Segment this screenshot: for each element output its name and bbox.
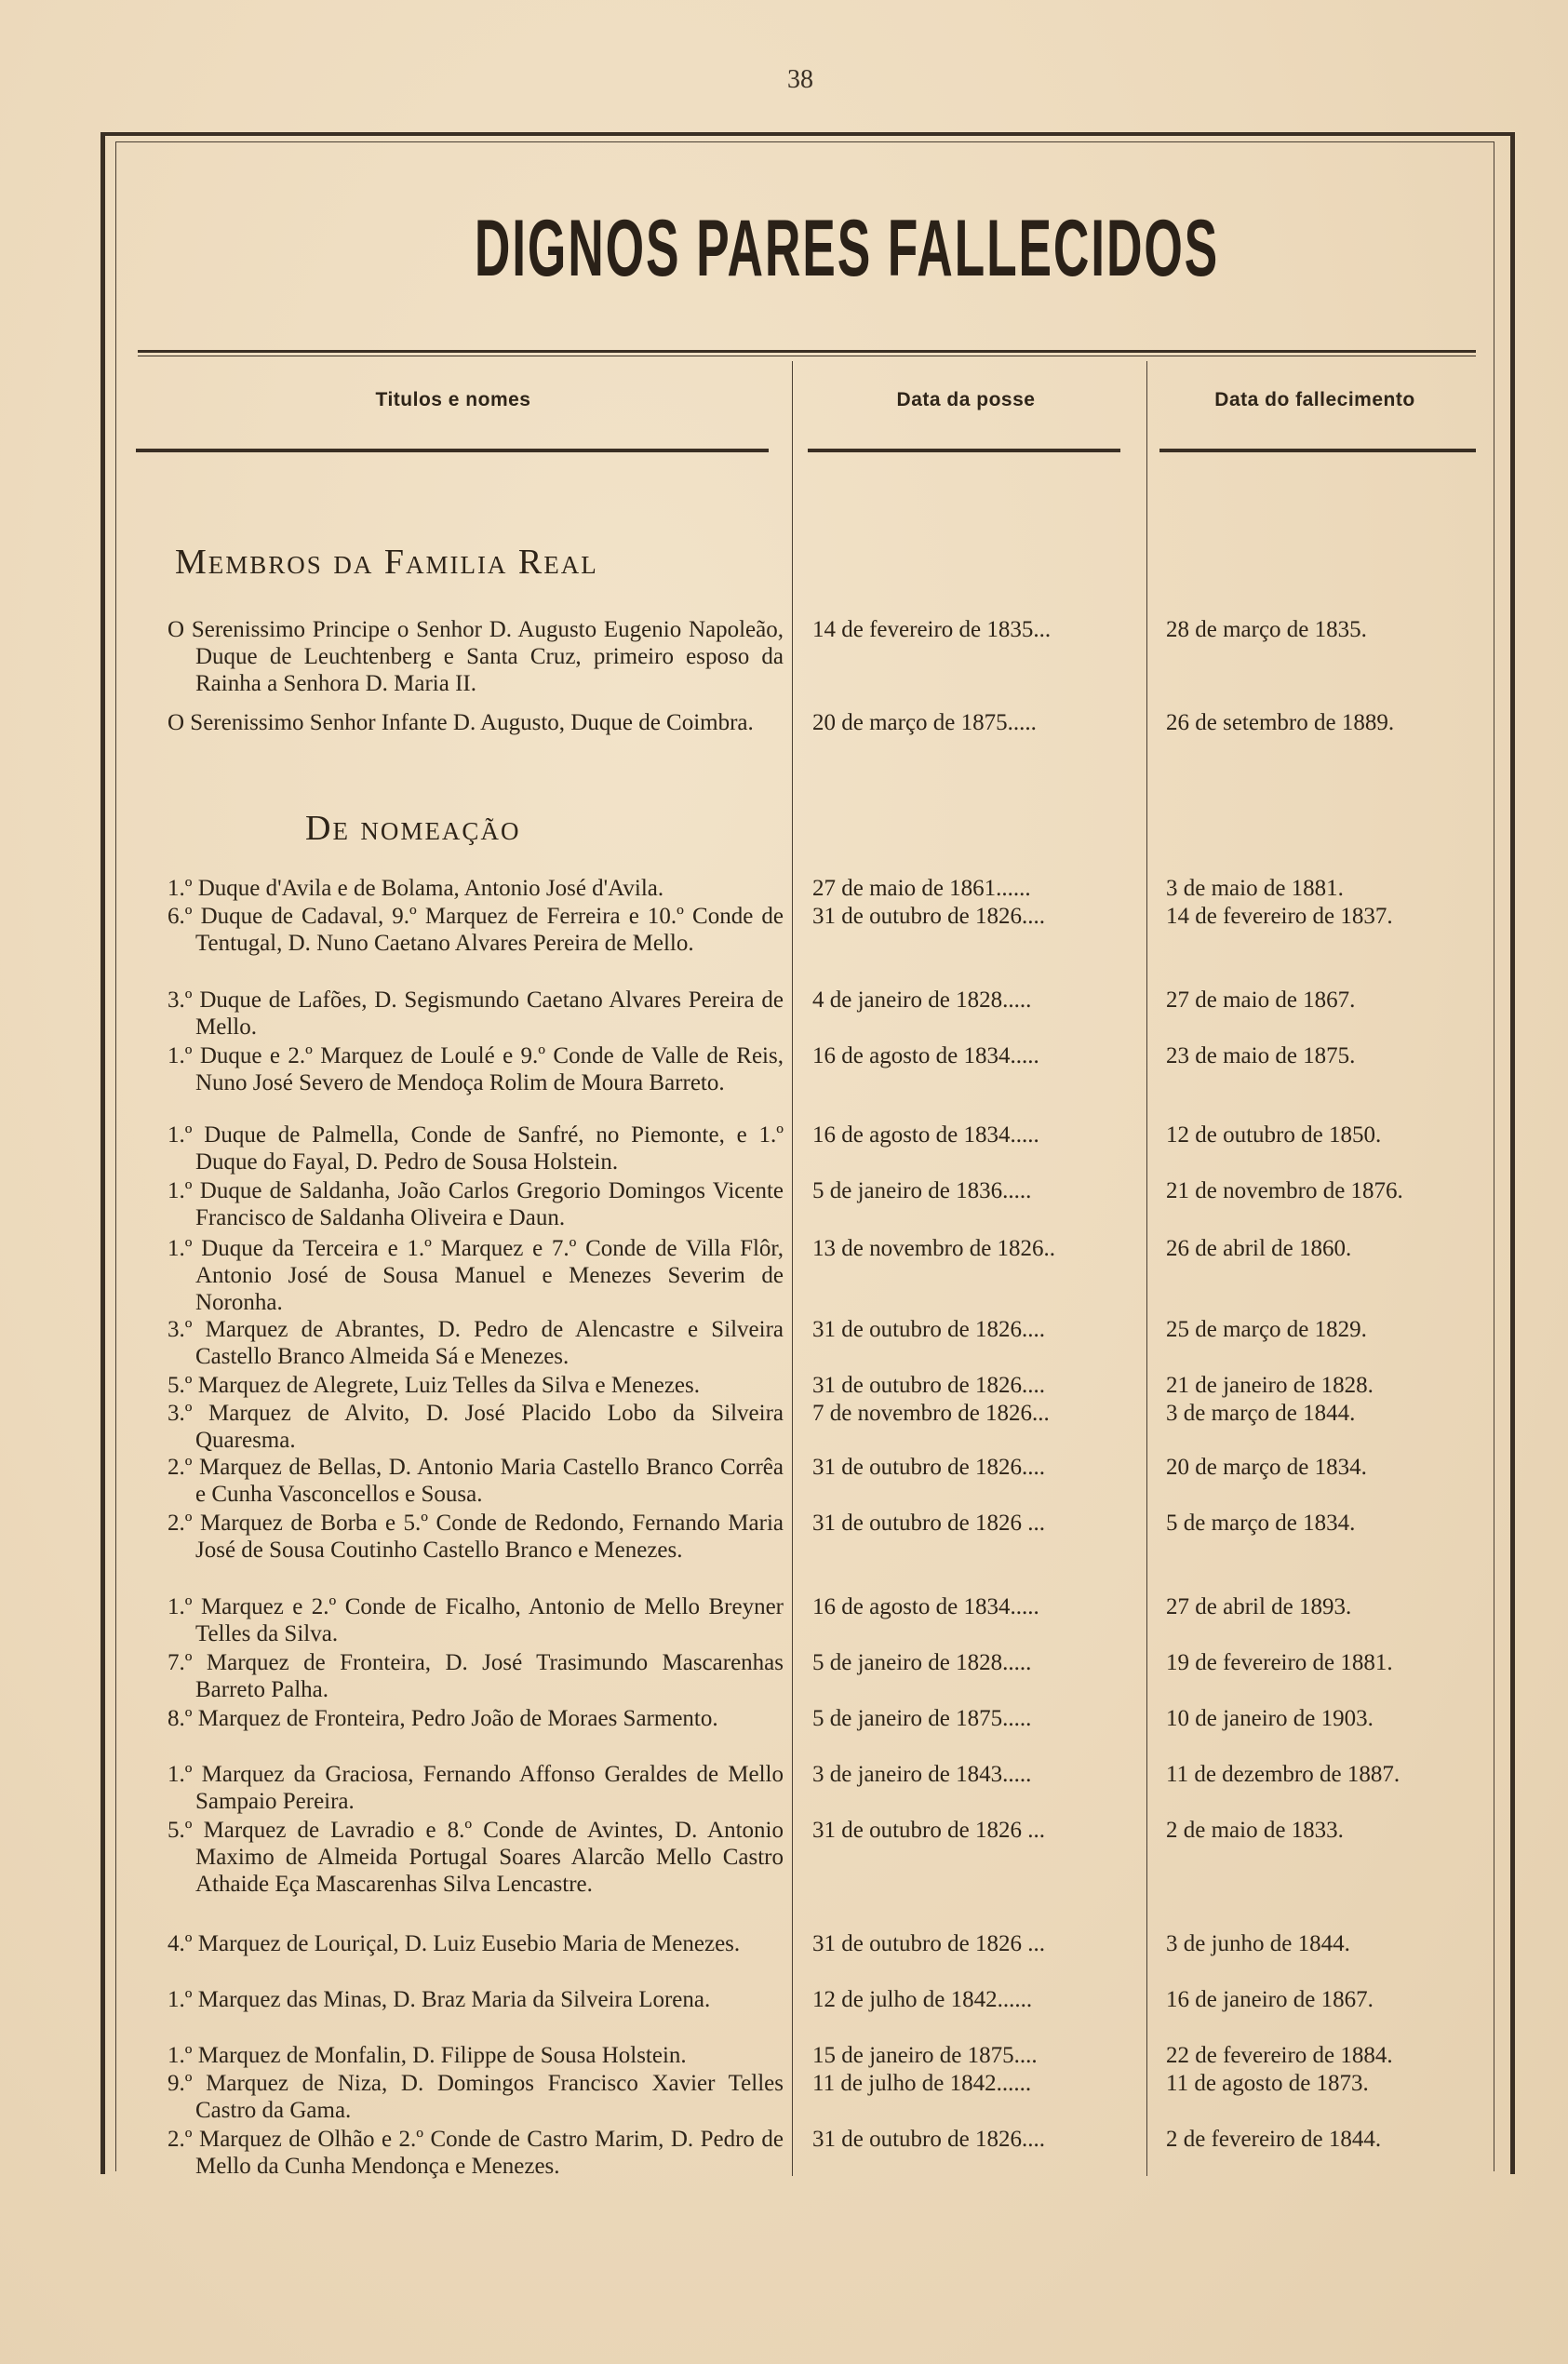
entry-posse-date: 4 de janeiro de 1828..... [812,987,1032,1013]
entry-fallecimento-date: 12 de outubro de 1850. [1166,1122,1382,1148]
entry-fallecimento-date: 2 de maio de 1833. [1166,1818,1344,1843]
column-separator-1 [792,361,793,2176]
entry-posse-date: 7 de novembro de 1826... [812,1401,1050,1426]
entry-name: 1.º Duque da Terceira e 1.º Marquez e 7.º Conde de Villa Flôr, Antonio José de Sousa Manuel e Menezes Severim de Noronha. [168,1236,784,1315]
entry-fallecimento-date: 27 de maio de 1867. [1166,987,1356,1013]
entry-fallecimento-date: 3 de junho de 1844. [1166,1931,1350,1956]
entry-fallecimento-date: 11 de dezembro de 1887. [1166,1762,1400,1787]
entry-name: 8.º Marquez de Fronteira, Pedro João de Moraes Sarmento. [168,1706,718,1731]
entry-name: O Serenissimo Senhor Infante D. Augusto, Duque de Coimbra. [168,710,754,735]
entry-name: 9.º Marquez de Niza, D. Domingos Francisco Xavier Telles Castro da Gama. [168,2071,784,2123]
entry-name: O Serenissimo Principe o Senhor D. Augusto Eugenio Napoleão, Duque de Leuchtenberg e Santa Cruz, primeiro esposo da Rainha a Senhora D. Maria II. [168,617,784,696]
entry-posse-date: 31 de outubro de 1826.... [812,2127,1045,2152]
entry-posse-date: 5 de janeiro de 1836..... [812,1178,1032,1203]
entry-fallecimento-date: 3 de maio de 1881. [1166,876,1344,901]
section-title-familia-real: Membros da Familia Real [175,543,598,582]
entry-name: 2.º Marquez de Borba e 5.º Conde de Redondo, Fernando Maria José de Sousa Coutinho Castello Branco e Menezes. [168,1511,784,1563]
entry-fallecimento-date: 2 de fevereiro de 1844. [1166,2127,1382,2152]
column-header-rule-names [136,449,769,452]
entry-posse-date: 31 de outubro de 1826 ... [812,1931,1045,1956]
entry-posse-date: 11 de julho de 1842...... [812,2071,1032,2096]
entry-name: 2.º Marquez de Bellas, D. Antonio Maria Castello Branco Corrêa e Cunha Vasconcellos e Sousa. [168,1455,784,1507]
title-rule [138,350,1476,353]
entry-posse-date: 5 de janeiro de 1828..... [812,1650,1032,1675]
column-header-fallecimento: Data do fallecimento [1214,389,1415,410]
entry-name: 1.º Duque e 2.º Marquez de Loulé e 9.º Conde de Valle de Reis, Nuno José Severo de Mendoça Rolim de Moura Barreto. [168,1043,784,1095]
entry-fallecimento-date: 11 de agosto de 1873. [1166,2071,1369,2096]
entry-fallecimento-date: 25 de março de 1829. [1166,1317,1367,1342]
entry-name: 3.º Marquez de Abrantes, D. Pedro de Alencastre e Silveira Castello Branco Almeida Sá e Menezes. [168,1317,784,1369]
entry-fallecimento-date: 26 de setembro de 1889. [1166,710,1395,735]
entry-name: 4.º Marquez de Louriçal, D. Luiz Eusebio Maria de Menezes. [168,1931,741,1956]
entry-posse-date: 15 de janeiro de 1875.... [812,2043,1038,2068]
entry-posse-date: 31 de outubro de 1826 ... [812,1818,1045,1843]
entry-name: 5.º Marquez de Lavradio e 8.º Conde de Avintes, D. Antonio Maximo de Almeida Portugal Soares Alarcão Mello Castro Athaide Eça Mascarenhas Silva Lencastre. [168,1818,784,1897]
entry-fallecimento-date: 21 de janeiro de 1828. [1166,1373,1374,1398]
entry-fallecimento-date: 23 de maio de 1875. [1166,1043,1356,1068]
entry-name: 5.º Marquez de Alegrete, Luiz Telles da Silva e Menezes. [168,1373,700,1398]
entry-posse-date: 13 de novembro de 1826.. [812,1236,1056,1261]
entry-posse-date: 16 de agosto de 1834..... [812,1594,1039,1619]
entry-fallecimento-date: 26 de abril de 1860. [1166,1236,1352,1261]
entry-posse-date: 5 de janeiro de 1875..... [812,1706,1032,1731]
entry-name: 2.º Marquez de Olhão e 2.º Conde de Castro Marim, D. Pedro de Mello da Cunha Mendonça e Menezes. [168,2127,784,2179]
entry-posse-date: 3 de janeiro de 1843..... [812,1762,1032,1787]
page-number: 38 [787,65,813,94]
entry-name: 1.º Duque d'Avila e de Bolama, Antonio José d'Avila. [168,876,664,901]
entry-posse-date: 16 de agosto de 1834..... [812,1122,1039,1148]
entry-name: 1.º Marquez de Monfalin, D. Filippe de Sousa Holstein. [168,2043,687,2068]
entry-fallecimento-date: 14 de fevereiro de 1837. [1166,904,1393,929]
entry-name: 1.º Marquez e 2.º Conde de Ficalho, Antonio de Mello Breyner Telles da Silva. [168,1594,784,1646]
entry-posse-date: 31 de outubro de 1826.... [812,1317,1045,1342]
entry-posse-date: 31 de outubro de 1826.... [812,1455,1045,1480]
entry-name: 1.º Duque de Saldanha, João Carlos Gregorio Domingos Vicente Francisco de Saldanha Oliveira e Daun. [168,1178,784,1230]
entry-fallecimento-date: 3 de março de 1844. [1166,1401,1356,1426]
entry-name: 3.º Duque de Lafões, D. Segismundo Caetano Alvares Pereira de Mello. [168,987,784,1040]
column-header-posse: Data da posse [896,389,1036,410]
entry-fallecimento-date: 5 de março de 1834. [1166,1511,1356,1536]
entry-fallecimento-date: 16 de janeiro de 1867. [1166,1987,1374,2012]
entry-name: 3.º Marquez de Alvito, D. José Placido Lobo da Silveira Quaresma. [168,1401,784,1453]
section-title-nomeacao: De nomeação [305,809,521,848]
entry-fallecimento-date: 20 de março de 1834. [1166,1455,1367,1480]
entry-name: 1.º Marquez das Minas, D. Braz Maria da Silveira Lorena. [168,1987,711,2012]
entry-posse-date: 16 de agosto de 1834..... [812,1043,1039,1068]
entry-fallecimento-date: 22 de fevereiro de 1884. [1166,2043,1393,2068]
column-header-rule-posse [808,449,1120,452]
column-header-names: Titulos e nomes [375,389,531,410]
entry-name: 1.º Marquez da Graciosa, Fernando Affonso Geraldes de Mello Sampaio Pereira. [168,1762,784,1814]
column-header-rule-fallecimento [1159,449,1476,452]
entry-name: 7.º Marquez de Fronteira, D. José Trasimundo Mascarenhas Barreto Palha. [168,1650,784,1702]
entry-posse-date: 12 de julho de 1842...... [812,1987,1033,2012]
entry-posse-date: 31 de outubro de 1826.... [812,904,1045,929]
page-title: DIGNOS PARES FALLECIDOS [474,204,1220,293]
entry-name: 6.º Duque de Cadaval, 9.º Marquez de Ferreira e 10.º Conde de Tentugal, D. Nuno Caetano Alvares Pereira de Mello. [168,904,784,956]
entry-posse-date: 31 de outubro de 1826.... [812,1373,1045,1398]
entry-posse-date: 31 de outubro de 1826 ... [812,1511,1045,1536]
entry-posse-date: 14 de fevereiro de 1835... [812,617,1052,642]
entry-fallecimento-date: 21 de novembro de 1876. [1166,1178,1403,1203]
entry-posse-date: 20 de março de 1875..... [812,710,1037,735]
entry-posse-date: 27 de maio de 1861...... [812,876,1031,901]
entry-fallecimento-date: 27 de abril de 1893. [1166,1594,1352,1619]
entry-fallecimento-date: 10 de janeiro de 1903. [1166,1706,1374,1731]
entry-fallecimento-date: 19 de fevereiro de 1881. [1166,1650,1393,1675]
entry-fallecimento-date: 28 de março de 1835. [1166,617,1367,642]
entry-name: 1.º Duque de Palmella, Conde de Sanfré, no Piemonte, e 1.º Duque do Fayal, D. Pedro de Sousa Holstein. [168,1122,784,1175]
